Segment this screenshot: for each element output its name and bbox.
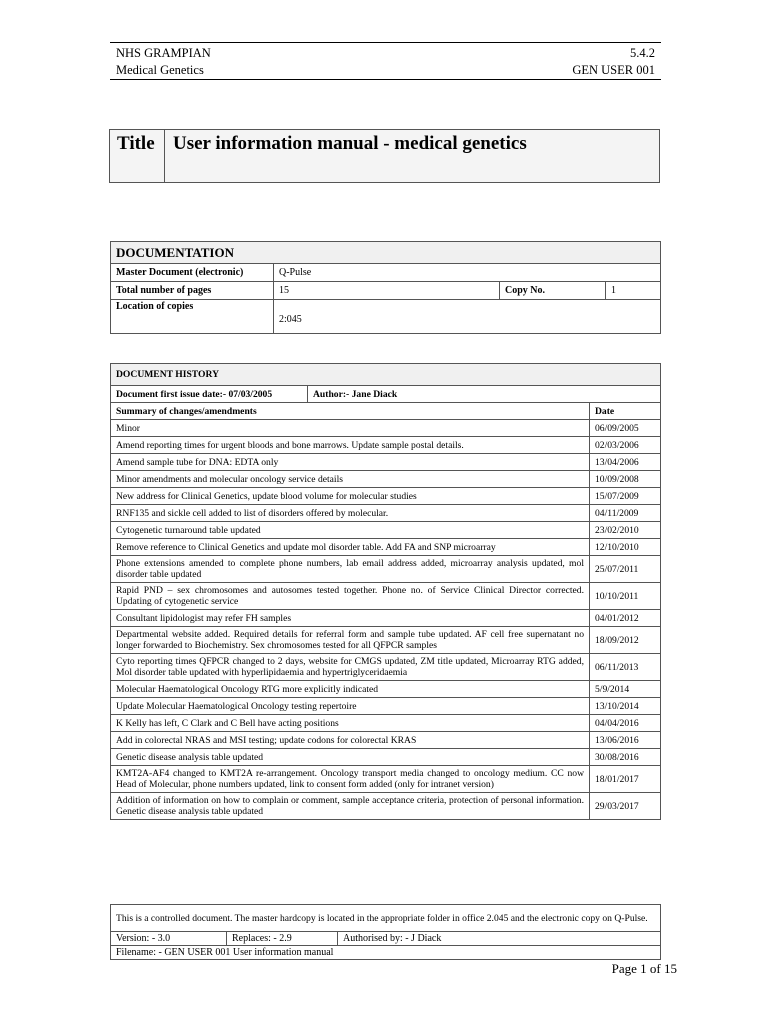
history-row <box>111 505 661 522</box>
authorised-by: Authorised by: - J Diack <box>338 932 661 946</box>
history-summary: Addition of information on how to complain or comment, sample acceptance criteria, protection of personal information. Genetic disease analysis table updated <box>111 793 590 820</box>
history-row <box>111 732 661 749</box>
history-row <box>111 420 661 437</box>
history-row <box>111 454 661 471</box>
history-heading: DOCUMENT HISTORY <box>111 364 661 386</box>
history-row <box>111 583 661 610</box>
document-code: GEN USER 001 <box>572 63 655 77</box>
history-date: 04/04/2016 <box>590 715 661 732</box>
summary-header: Summary of changes/amendments <box>111 403 590 420</box>
history-date: 29/03/2017 <box>590 793 661 820</box>
history-summary: Minor amendments and molecular oncology service details <box>111 471 590 488</box>
history-date: 23/02/2010 <box>590 522 661 539</box>
copy-no-value: 1 <box>606 282 661 300</box>
author: Author:- Jane Diack <box>308 386 661 403</box>
date-header: Date <box>590 403 661 420</box>
history-date: 5/9/2014 <box>590 681 661 698</box>
location-value: 2:045 <box>274 300 661 334</box>
history-date: 04/11/2009 <box>590 505 661 522</box>
history-row <box>111 556 661 583</box>
history-date: 30/08/2016 <box>590 749 661 766</box>
document-title: User information manual - medical genetics <box>173 133 527 154</box>
page-header <box>110 42 661 80</box>
history-date: 18/09/2012 <box>590 627 661 654</box>
org-name: NHS GRAMPIAN <box>116 46 211 60</box>
document-history-table <box>110 363 661 820</box>
history-row <box>111 488 661 505</box>
location-label: Location of copies <box>111 300 274 334</box>
documentation-heading: DOCUMENTATION <box>111 242 661 264</box>
history-summary: Consultant lipidologist may refer FH samples <box>111 610 590 627</box>
history-row <box>111 437 661 454</box>
history-date: 13/04/2006 <box>590 454 661 471</box>
history-date: 04/01/2012 <box>590 610 661 627</box>
title-box <box>109 129 660 183</box>
history-date: 15/07/2009 <box>590 488 661 505</box>
history-summary: KMT2A-AF4 changed to KMT2A re-arrangement. Oncology transport media changed to oncology medium. CC now Head of Molecular, phone numbers updated, link to consent form added (only for intranet version) <box>111 766 590 793</box>
history-summary: Phone extensions amended to complete phone numbers, lab email address added, microarray analysis updated, mol disorder table updated <box>111 556 590 583</box>
history-date: 25/07/2011 <box>590 556 661 583</box>
history-summary: RNF135 and sickle cell added to list of disorders offered by molecular. <box>111 505 590 522</box>
history-row <box>111 793 661 820</box>
history-summary: Molecular Haematological Oncology RTG more explicitly indicated <box>111 681 590 698</box>
master-document-value: Q-Pulse <box>274 264 661 282</box>
replaces: Replaces: - 2.9 <box>227 932 338 946</box>
history-date: 13/06/2016 <box>590 732 661 749</box>
history-summary: Amend sample tube for DNA: EDTA only <box>111 454 590 471</box>
history-date: 12/10/2010 <box>590 539 661 556</box>
history-summary: Minor <box>111 420 590 437</box>
history-summary: New address for Clinical Genetics, update blood volume for molecular studies <box>111 488 590 505</box>
history-summary: K Kelly has left, C Clark and C Bell have acting positions <box>111 715 590 732</box>
history-summary: Add in colorectal NRAS and MSI testing; update codons for colorectal KRAS <box>111 732 590 749</box>
controlled-notice: This is a controlled document. The master hardcopy is located in the appropriate folder in office 2.045 and the electronic copy on Q-Pulse. <box>111 905 661 932</box>
copy-no-label: Copy No. <box>500 282 606 300</box>
version: Version: - 3.0 <box>111 932 227 946</box>
history-row <box>111 471 661 488</box>
history-date: 13/10/2014 <box>590 698 661 715</box>
first-issue-date: Document first issue date:- 07/03/2005 <box>111 386 308 403</box>
page-number: Page 1 of 15 <box>611 961 677 976</box>
history-row <box>111 698 661 715</box>
filename: Filename: - GEN USER 001 User information manual <box>111 946 661 960</box>
history-summary: Amend reporting times for urgent bloods and bone marrows. Update sample postal details. <box>111 437 590 454</box>
history-row <box>111 715 661 732</box>
history-row <box>111 522 661 539</box>
history-summary: Departmental website added. Required details for referral form and sample tube updated. AF cell free supernatant no longer forwarded to Biochemistry. Sex chromosomes tested for all QFPCR samples <box>111 627 590 654</box>
history-date: 10/09/2008 <box>590 471 661 488</box>
history-row <box>111 681 661 698</box>
history-date: 06/09/2005 <box>590 420 661 437</box>
history-row <box>111 539 661 556</box>
history-row <box>111 766 661 793</box>
history-date: 10/10/2011 <box>590 583 661 610</box>
control-footer-table <box>110 904 661 960</box>
history-summary: Rapid PND – sex chromosomes and autosomes tested together. Phone no. of Service Clinical Director corrected. Updating of cytogenetic service <box>111 583 590 610</box>
title-label: Title <box>110 130 165 182</box>
department-name: Medical Genetics <box>116 63 204 77</box>
history-date: 06/11/2013 <box>590 654 661 681</box>
history-date: 18/01/2017 <box>590 766 661 793</box>
history-row <box>111 654 661 681</box>
history-date: 02/03/2006 <box>590 437 661 454</box>
master-document-label: Master Document (electronic) <box>111 264 274 282</box>
section-number: 5.4.2 <box>630 46 655 60</box>
history-row <box>111 749 661 766</box>
total-pages-value: 15 <box>274 282 500 300</box>
documentation-table <box>110 241 661 334</box>
history-summary: Genetic disease analysis table updated <box>111 749 590 766</box>
history-summary: Remove reference to Clinical Genetics and update mol disorder table. Add FA and SNP microarray <box>111 539 590 556</box>
history-row <box>111 610 661 627</box>
total-pages-label: Total number of pages <box>111 282 274 300</box>
history-summary: Cytogenetic turnaround table updated <box>111 522 590 539</box>
history-summary: Cyto reporting times QFPCR changed to 2 days, website for CMGS updated, ZM title updated, Microarray RTG added, Mol disorder table updated with hyperlipidaemia and hypertriglyceridaemia <box>111 654 590 681</box>
history-row <box>111 627 661 654</box>
history-summary: Update Molecular Haematological Oncology testing repertoire <box>111 698 590 715</box>
